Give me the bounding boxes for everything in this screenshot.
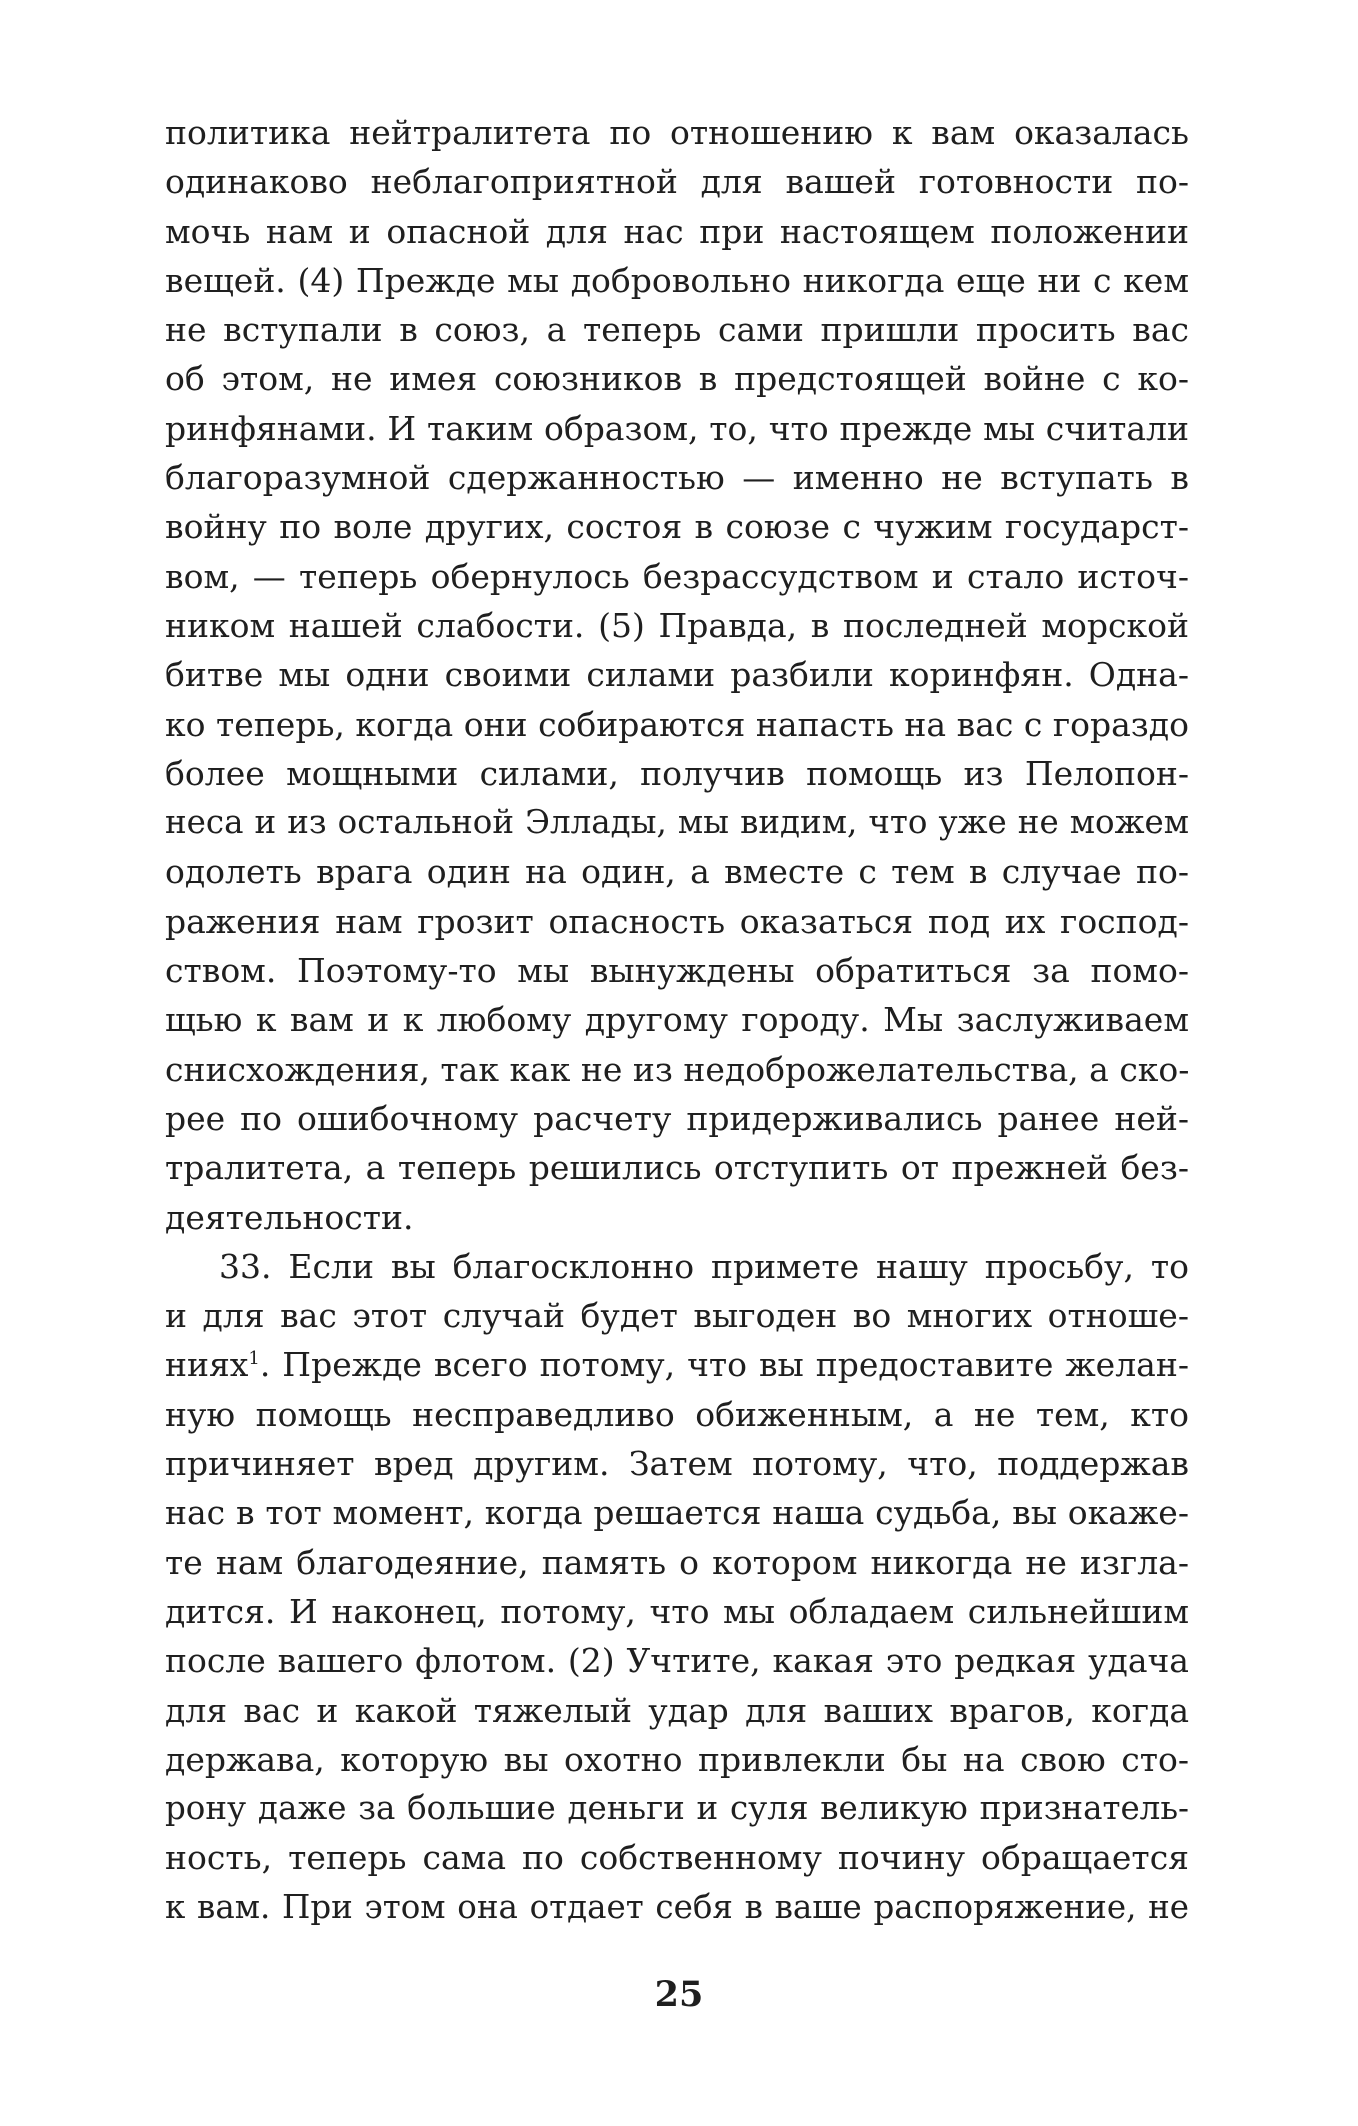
text-line: ражения нам грозит опасность оказаться под их господ- <box>165 901 1189 941</box>
text-line: ринфянами. И таким образом, то, что прежде мы считали <box>165 408 1189 448</box>
text-line: после вашего флотом. (2) Учтите, какая это редкая удача <box>165 1641 1189 1681</box>
page-number: 25 <box>654 1974 704 2015</box>
text-line: ко теперь, когда они собираются напасть на вас с гораздо <box>165 704 1189 744</box>
paragraph-2 <box>165 1242 1189 1932</box>
text-line: политика нейтралитета по отношению к вам оказалась <box>165 113 1189 152</box>
text-line: те нам благодеяние, память о котором никогда не изгла- <box>165 1542 1189 1582</box>
text-line: причиняет вред другим. Затем потому, что, поддержав <box>165 1444 1189 1484</box>
text-line: деятельности. <box>165 1197 414 1237</box>
text-line: благоразумной сдержанностью — именно не вступать в <box>165 458 1189 498</box>
text-line: тралитета, а теперь решились отступить от прежней без- <box>165 1148 1189 1188</box>
text-line: одинаково неблагоприятной для вашей готовности по- <box>165 162 1189 202</box>
text-line: для вас и какой тяжелый удар для ваших врагов, когда <box>165 1690 1189 1730</box>
text-line: мочь нам и опасной для нас при настоящем положении <box>165 211 1189 251</box>
text-line: снисхождения, так как не из недоброжелательства, а ско- <box>165 1049 1190 1089</box>
text-line: ником нашей слабости. (5) Правда, в последней морской <box>165 605 1189 645</box>
text-line: щью к вам и к любому другому городу. Мы заслуживаем <box>165 1000 1189 1040</box>
page-body <box>165 108 1189 1932</box>
text-segment: ниях <box>165 1345 249 1385</box>
text-segment: . Прежде всего потому, что вы предоставите желан- <box>259 1345 1189 1385</box>
text-line: ством. Поэтому-то мы вынуждены обратиться за помо- <box>165 951 1189 991</box>
text-line: вещей. (4) Прежде мы добровольно никогда еще ни с кем <box>165 260 1189 300</box>
text-line: ность, теперь сама по собственному почину обращается <box>165 1838 1189 1878</box>
text-line: рее по ошибочному расчету придерживались ранее ней- <box>165 1098 1189 1138</box>
text-line-with-footnote <box>165 1340 1189 1389</box>
text-line: войну по воле других, состоя в союзе с чужим государст- <box>165 507 1189 547</box>
text-line: нас в тот момент, когда решается наша судьба, вы окаже- <box>165 1493 1189 1533</box>
text-line: рону даже за большие деньги и суля великую признатель- <box>165 1789 1189 1828</box>
text-line: более мощными силами, получив помощь из Пелопон- <box>165 753 1189 793</box>
text-line: об этом, не имея союзников в предстоящей войне с ко- <box>165 359 1189 399</box>
text-line: к вам. При этом она отдает себя в ваше распоряжение, не <box>165 1887 1189 1926</box>
paragraph-1 <box>165 108 1189 1242</box>
footnote-mark[interactable]: 1 <box>248 1348 260 1370</box>
text-line: 33. Если вы благосклонно примете нашу просьбу, то <box>219 1246 1189 1286</box>
text-line: ную помощь несправедливо обиженным, а не тем, кто <box>165 1394 1189 1434</box>
text-line: держава, которую вы охотно привлекли бы на свою сто- <box>165 1739 1189 1779</box>
text-line: вом, — теперь обернулось безрассудством и стало источ- <box>165 556 1189 596</box>
text-line: битве мы одни своими силами разбили коринфян. Одна- <box>165 655 1189 695</box>
text-line: и для вас этот случай будет выгоден во многих отноше- <box>165 1296 1189 1336</box>
text-line: дится. И наконец, потому, что мы обладаем сильнейшим <box>165 1591 1189 1631</box>
text-line: не вступали в союз, а теперь сами пришли просить вас <box>165 310 1189 350</box>
text-line: одолеть врага один на один, а вместе с тем в случае по- <box>165 852 1189 892</box>
text-line: неса и из остальной Эллады, мы видим, что уже не можем <box>165 803 1189 842</box>
